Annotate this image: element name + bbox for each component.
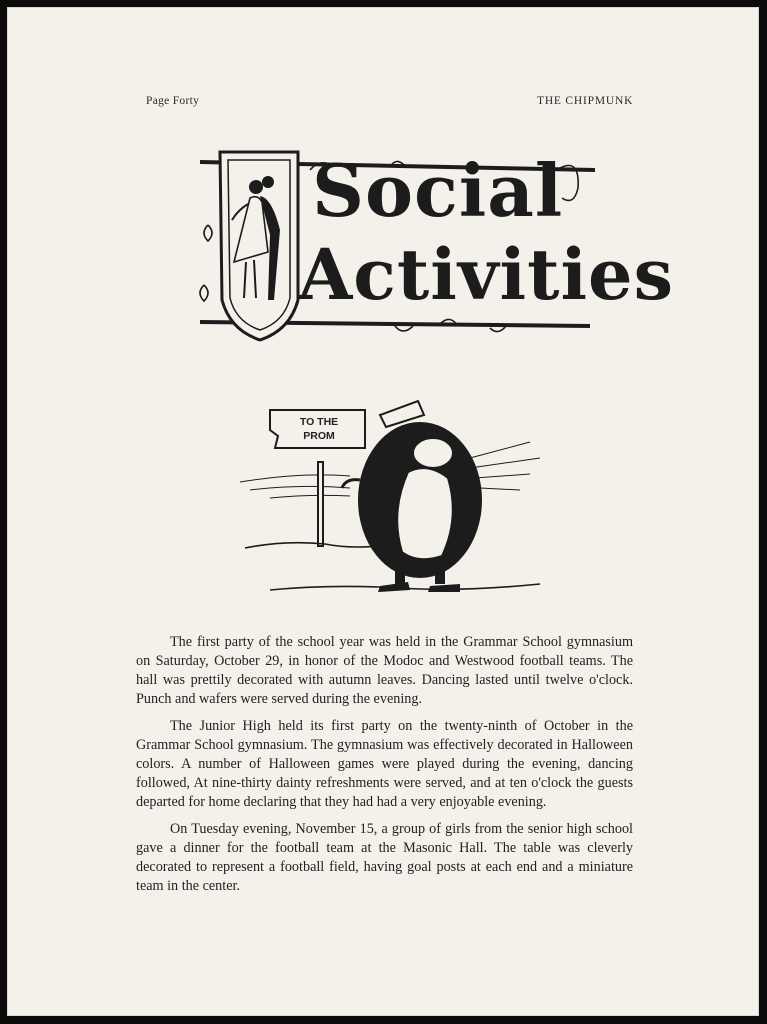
article-body bbox=[136, 633, 633, 904]
paragraph: The first party of the school year was held in the Grammar School gymnasium on Saturday, October 29, in honor of the Modoc and Westwood football teams. The hall was prettily decorated with autumn leaves. Dancing lasted until twelve o'clock. Punch and wafers were served during the evening. bbox=[136, 634, 633, 707]
publication-title: THE CHIPMUNK bbox=[537, 95, 634, 107]
sign-line-2: PROM bbox=[303, 430, 335, 442]
paragraph: On Tuesday evening, November 15, a group of girls from the senior high school gave a dinner for the football team at the Masonic Hall. The table was cleverly decorated to represent a football field, having goal posts at each end and a miniature team in the center. bbox=[136, 821, 633, 894]
title-social: Social bbox=[312, 148, 564, 233]
prom-sign bbox=[279, 415, 359, 443]
title-activities: Activities bbox=[298, 233, 674, 316]
page-number: Page Forty bbox=[146, 95, 200, 107]
prom-cartoon-illustration bbox=[230, 390, 550, 605]
paragraph: The Junior High held its first party on the twenty-ninth of October in the Grammar School gymnasium. The gymnasium was effectively decorated in Halloween colors. A number of Halloween games were played during the evening, dancing followed, At nine-thirty dainty refreshments were served, and at ten o'clock the guests departed for home declaring that they had had a very enjoyable evening. bbox=[136, 718, 633, 810]
sign-line-1: TO THE bbox=[299, 416, 339, 428]
